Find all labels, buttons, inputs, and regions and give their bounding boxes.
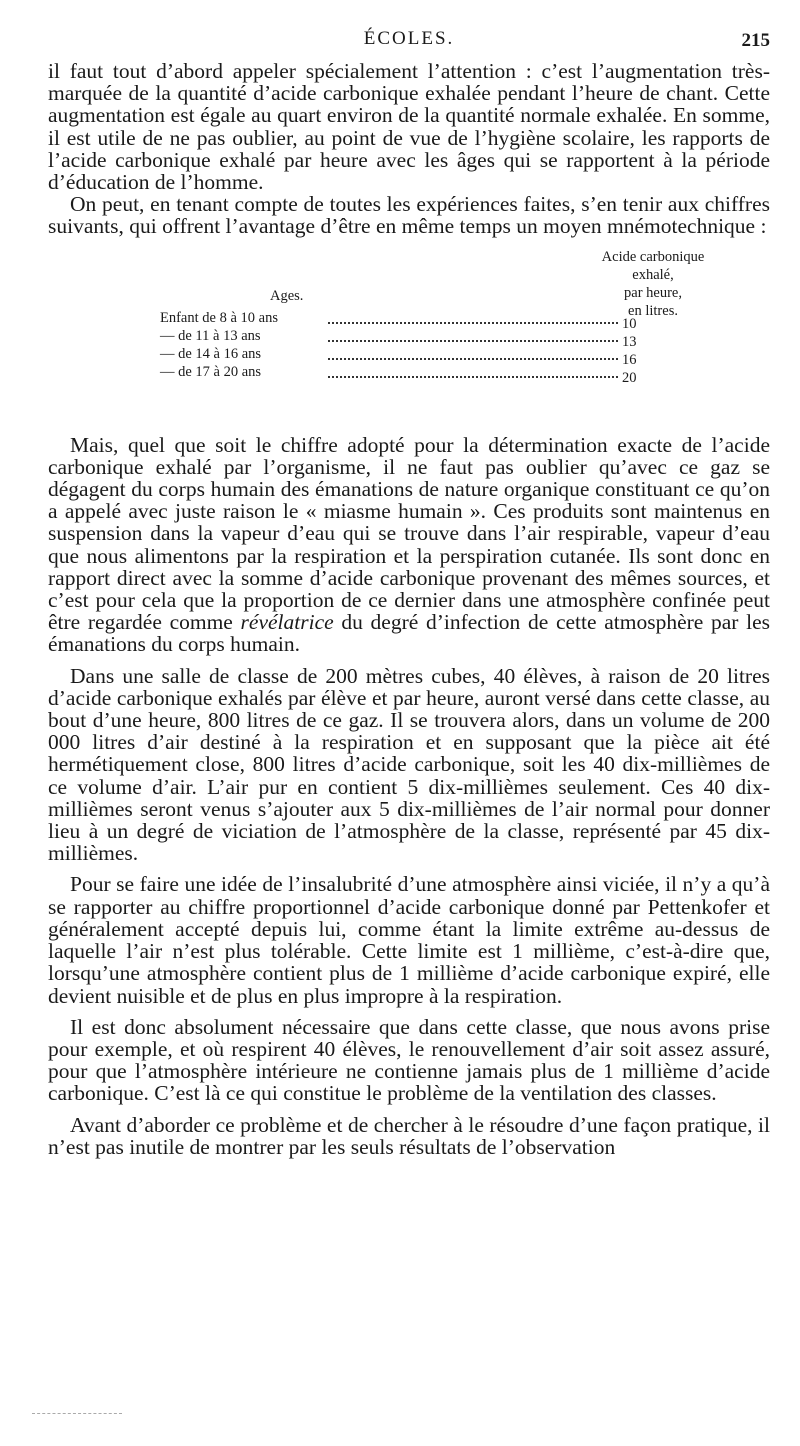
footer-mark [32,1410,122,1414]
paragraph-4: Dans une salle de classe de 200 mètres cubes, 40 élèves, à raison de 20 litres d’acide carbonique exhalés par élève et par heure, auront versé dans cette classe, au bout d’une heure, 800 litres de ce gaz. Il se trouvera alors, dans un volume de 200 000 litres d’air destiné à la respiration et en supposant que la pièce ait été hermétiquement close, 800 litres d’acide carbonique, soit les 40 dix-millièmes de ce volume d’air. L’air pur en contient 5 dix-millièmes seulement. Ces 40 dix-millièmes seront venus s’ajouter aux 5 dix-millièmes de l’air normal pour donner lieu à un degré de viciation de l’atmosphère de la classe, représenté par 45 dix-millièmes. [48,663,770,866]
paragraph-1: il faut tout d’abord appeler spécialement l’attention : c’est l’augmentation très-marquée de la quantité d’acide carbonique exhalée pendant l’heure de chant. Cette augmentation est égale au quart environ de la quantité normale exhalée. En somme, il est utile de ne pas oublier, au point de vue de l’hygiène scolaire, les rapports de l’acide carbonique exhalé par heure avec les âges qui se rapportent à la période d’éducation de l’homme. [48,59,770,195]
paragraph-5: Pour se faire une idée de l’insalubrité d’une atmosphère ainsi viciée, il n’y a qu’à se rapporter au chiffre proportionnel d’acide carbonique donné par Pettenkofer et généralement accepté depuis lui, comme étant la limite extrême au-dessus de laquelle l’air n’est plus tolérable. Cette limite est 1 millième, c’est-à-dire que, lorsqu’une atmosphère contient plus de 1 millième d’acide carbonique expiré, elle devient nuisible et de plus en plus impropre à la respiration. [48,872,770,1008]
dot-leader [328,346,618,360]
table-row [160,363,720,386]
column-header-line: en litres. [628,302,678,319]
column-header-line: par heure, [624,284,682,301]
co2-by-age-table [48,248,770,428]
page-number: 215 [741,30,770,51]
table-row [160,327,720,350]
table-row [160,345,720,368]
co2-value: 10 [622,315,637,332]
ages-header: Ages. [270,287,304,304]
dot-leader [328,310,618,324]
page-body [48,60,770,1158]
age-range-label: — de 14 à 16 ans [160,345,262,362]
co2-value: 13 [622,333,637,350]
paragraph-6: Il est donc absolument nécessaire que dans cette classe, que nous avons prise pour exemple, et où respirent 40 élèves, le renouvellement d’air soit assez assuré, pour que l’atmosphère intérieure ne contienne jamais plus de 1 millième d’acide carbonique. C’est là ce qui constitue le problème de la ventilation des classes. [48,1014,770,1106]
paragraph-3-text-after: du degré d’infection de cette atmosphère par les émanations du corps humain. [48,610,771,657]
dot-leader [328,364,618,378]
paragraph-7: Avant d’aborder ce problème et de chercher à le résoudre d’une façon pratique, il n’est pas inutile de montrer par les seuls résultats de l’observation [48,1112,770,1159]
co2-value: 16 [622,351,637,368]
paragraph-3-italic-term: révélatrice [240,610,334,635]
age-range-label: Enfant de 8 à 10 ans [160,309,278,326]
column-header-line: Acide carbonique [601,248,705,265]
page-header [48,28,770,54]
table-row [160,309,720,332]
paragraph-3-text-before: Mais, quel que soit le chiffre adopté pour la détermination exacte de l’acide carbonique exhalé par l’organisme, il ne faut pas oublier qu’avec ce gaz se dégagent du corps humain des émanations de nature organique constituant ce qu’on a appelé avec juste raison le « miasme humain ». Ces produits sont maintenus en suspension dans la vapeur d’eau qui se trouve dans l’air respirable, vapeur d’eau que nous alimentons par la respiration et la perspiration cutanée. Ils sont donc en rapport direct avec la somme d’acide carbonique provenant des mêmes sources, et c’est pour cela que la proportion de ce dernier dans une atmosphère confinée peut être regardée comme [48,432,770,635]
column-header-line: exhalé, [632,266,674,283]
co2-value: 20 [622,369,637,386]
paragraph-2: On peut, en tenant compte de toutes les expériences faites, s’en tenir aux chiffres suivants, qui offrent l’avantage d’être en même temps un moyen mnémotechnique : [48,192,770,239]
age-range-label: — de 17 à 20 ans [160,363,262,380]
running-head: ÉCOLES. [363,28,455,49]
paragraph-3 [48,434,770,656]
age-range-label: — de 11 à 13 ans [160,327,261,344]
dot-leader [328,328,618,342]
